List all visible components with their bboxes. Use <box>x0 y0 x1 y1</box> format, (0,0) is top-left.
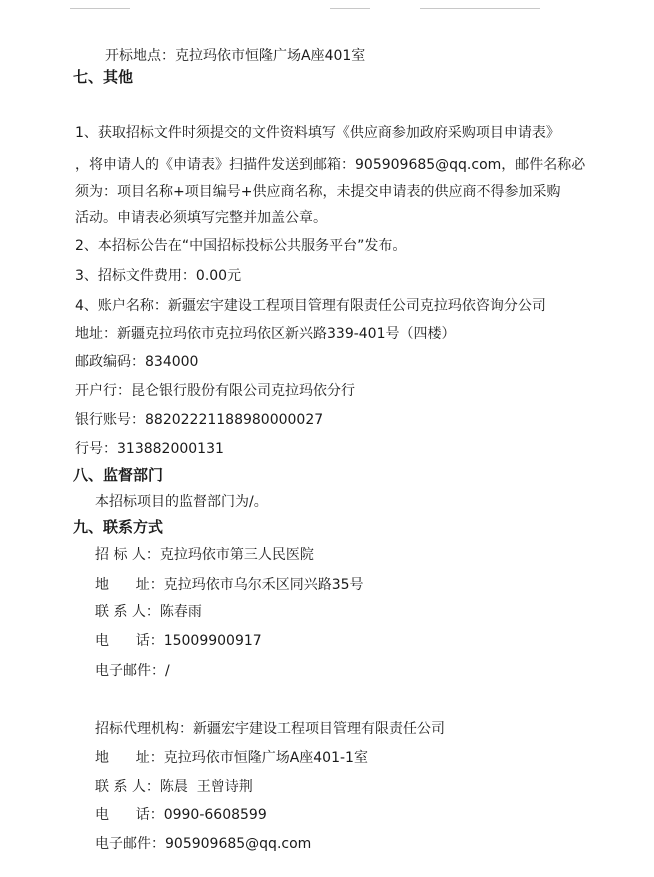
tenderer-email-label: 电子邮件： <box>95 663 165 679</box>
scan-artifact <box>70 8 130 9</box>
agency-phone-label: 电 话： <box>95 807 164 823</box>
agency-email-label: 电子邮件： <box>95 836 165 852</box>
account-address: 地址：新疆克拉玛依市克拉玛依区新兴路339-401号（四楼） <box>75 326 456 342</box>
bank-account: 银行账号：88202221188980000027 <box>75 412 324 428</box>
tenderer-contact: 陈春雨 <box>159 604 202 620</box>
scan-artifact <box>330 8 370 9</box>
item1-line2: ，将申请人的《申请表》扫描件发送到邮箱：905909685@qq.com，邮件名称必 <box>75 157 586 173</box>
postcode: 邮政编码：834000 <box>75 354 199 370</box>
tenderer-phone-label: 电 话： <box>95 633 164 649</box>
tenderer-contact-label: 联 系 人： <box>95 604 160 620</box>
section-9-title: 九、联系方式 <box>73 518 164 536</box>
agency-name: 新疆宏宇建设工程项目管理有限责任公司 <box>193 721 445 737</box>
agency-name-label: 招标代理机构： <box>95 721 193 737</box>
open-location: 开标地点：克拉玛依市恒隆广场A座401室 <box>105 48 366 64</box>
tenderer-addr-row <box>95 576 364 594</box>
agency-contact-label: 联 系 人： <box>95 779 160 795</box>
tenderer-phone: 15009900917 <box>163 633 262 649</box>
tenderer-addr-label: 地 址： <box>95 577 164 593</box>
tenderer-email-row <box>95 662 170 680</box>
agency-contact-row <box>95 778 253 796</box>
scan-artifact <box>420 8 540 9</box>
tenderer-email: / <box>165 663 170 679</box>
agency-addr-row <box>95 749 368 767</box>
agency-phone: 0990-6608599 <box>163 807 267 823</box>
tenderer-name-row <box>95 546 314 564</box>
agency-email-row <box>95 835 311 853</box>
agency-contact: 陈晨 王曾诗荆 <box>159 779 253 795</box>
agency-addr: 克拉玛依市恒隆广场A座401-1室 <box>163 750 368 766</box>
item1-line1: 1、获取招标文件时须提交的文件资料填写《供应商参加政府采购项目申请表》 <box>75 125 560 141</box>
item2: 2、本招标公告在“中国招标投标公共服务平台”发布。 <box>75 238 407 254</box>
agency-email: 905909685@qq.com <box>165 836 312 852</box>
tenderer-name: 克拉玛依市第三人民医院 <box>159 547 314 563</box>
agency-name-row <box>95 720 445 738</box>
supervision-text: 本招标项目的监督部门为/。 <box>95 494 268 510</box>
section-7-title: 七、其他 <box>73 68 134 86</box>
agency-phone-row <box>95 806 267 824</box>
bank: 开户行：昆仑银行股份有限公司克拉玛依分行 <box>75 383 355 399</box>
item1-line3: 须为：项目名称+项目编号+供应商名称，未提交申请表的供应商不得参加采购 <box>75 184 561 200</box>
tenderer-addr: 克拉玛依市乌尔禾区同兴路35号 <box>163 577 364 593</box>
section-8-title: 八、监督部门 <box>73 466 164 484</box>
tenderer-phone-row <box>95 632 262 650</box>
item3: 3、招标文件费用：0.00元 <box>75 268 242 284</box>
tenderer-name-label: 招 标 人： <box>95 547 160 563</box>
bank-number: 行号：313882000131 <box>75 441 224 457</box>
agency-addr-label: 地 址： <box>95 750 164 766</box>
item4-account-name: 4、账户名称：新疆宏宇建设工程项目管理有限责任公司克拉玛依咨询分公司 <box>75 298 546 314</box>
tenderer-contact-row <box>95 603 202 621</box>
item1-line4: 活动。申请表必须填写完整并加盖公章。 <box>75 210 327 226</box>
